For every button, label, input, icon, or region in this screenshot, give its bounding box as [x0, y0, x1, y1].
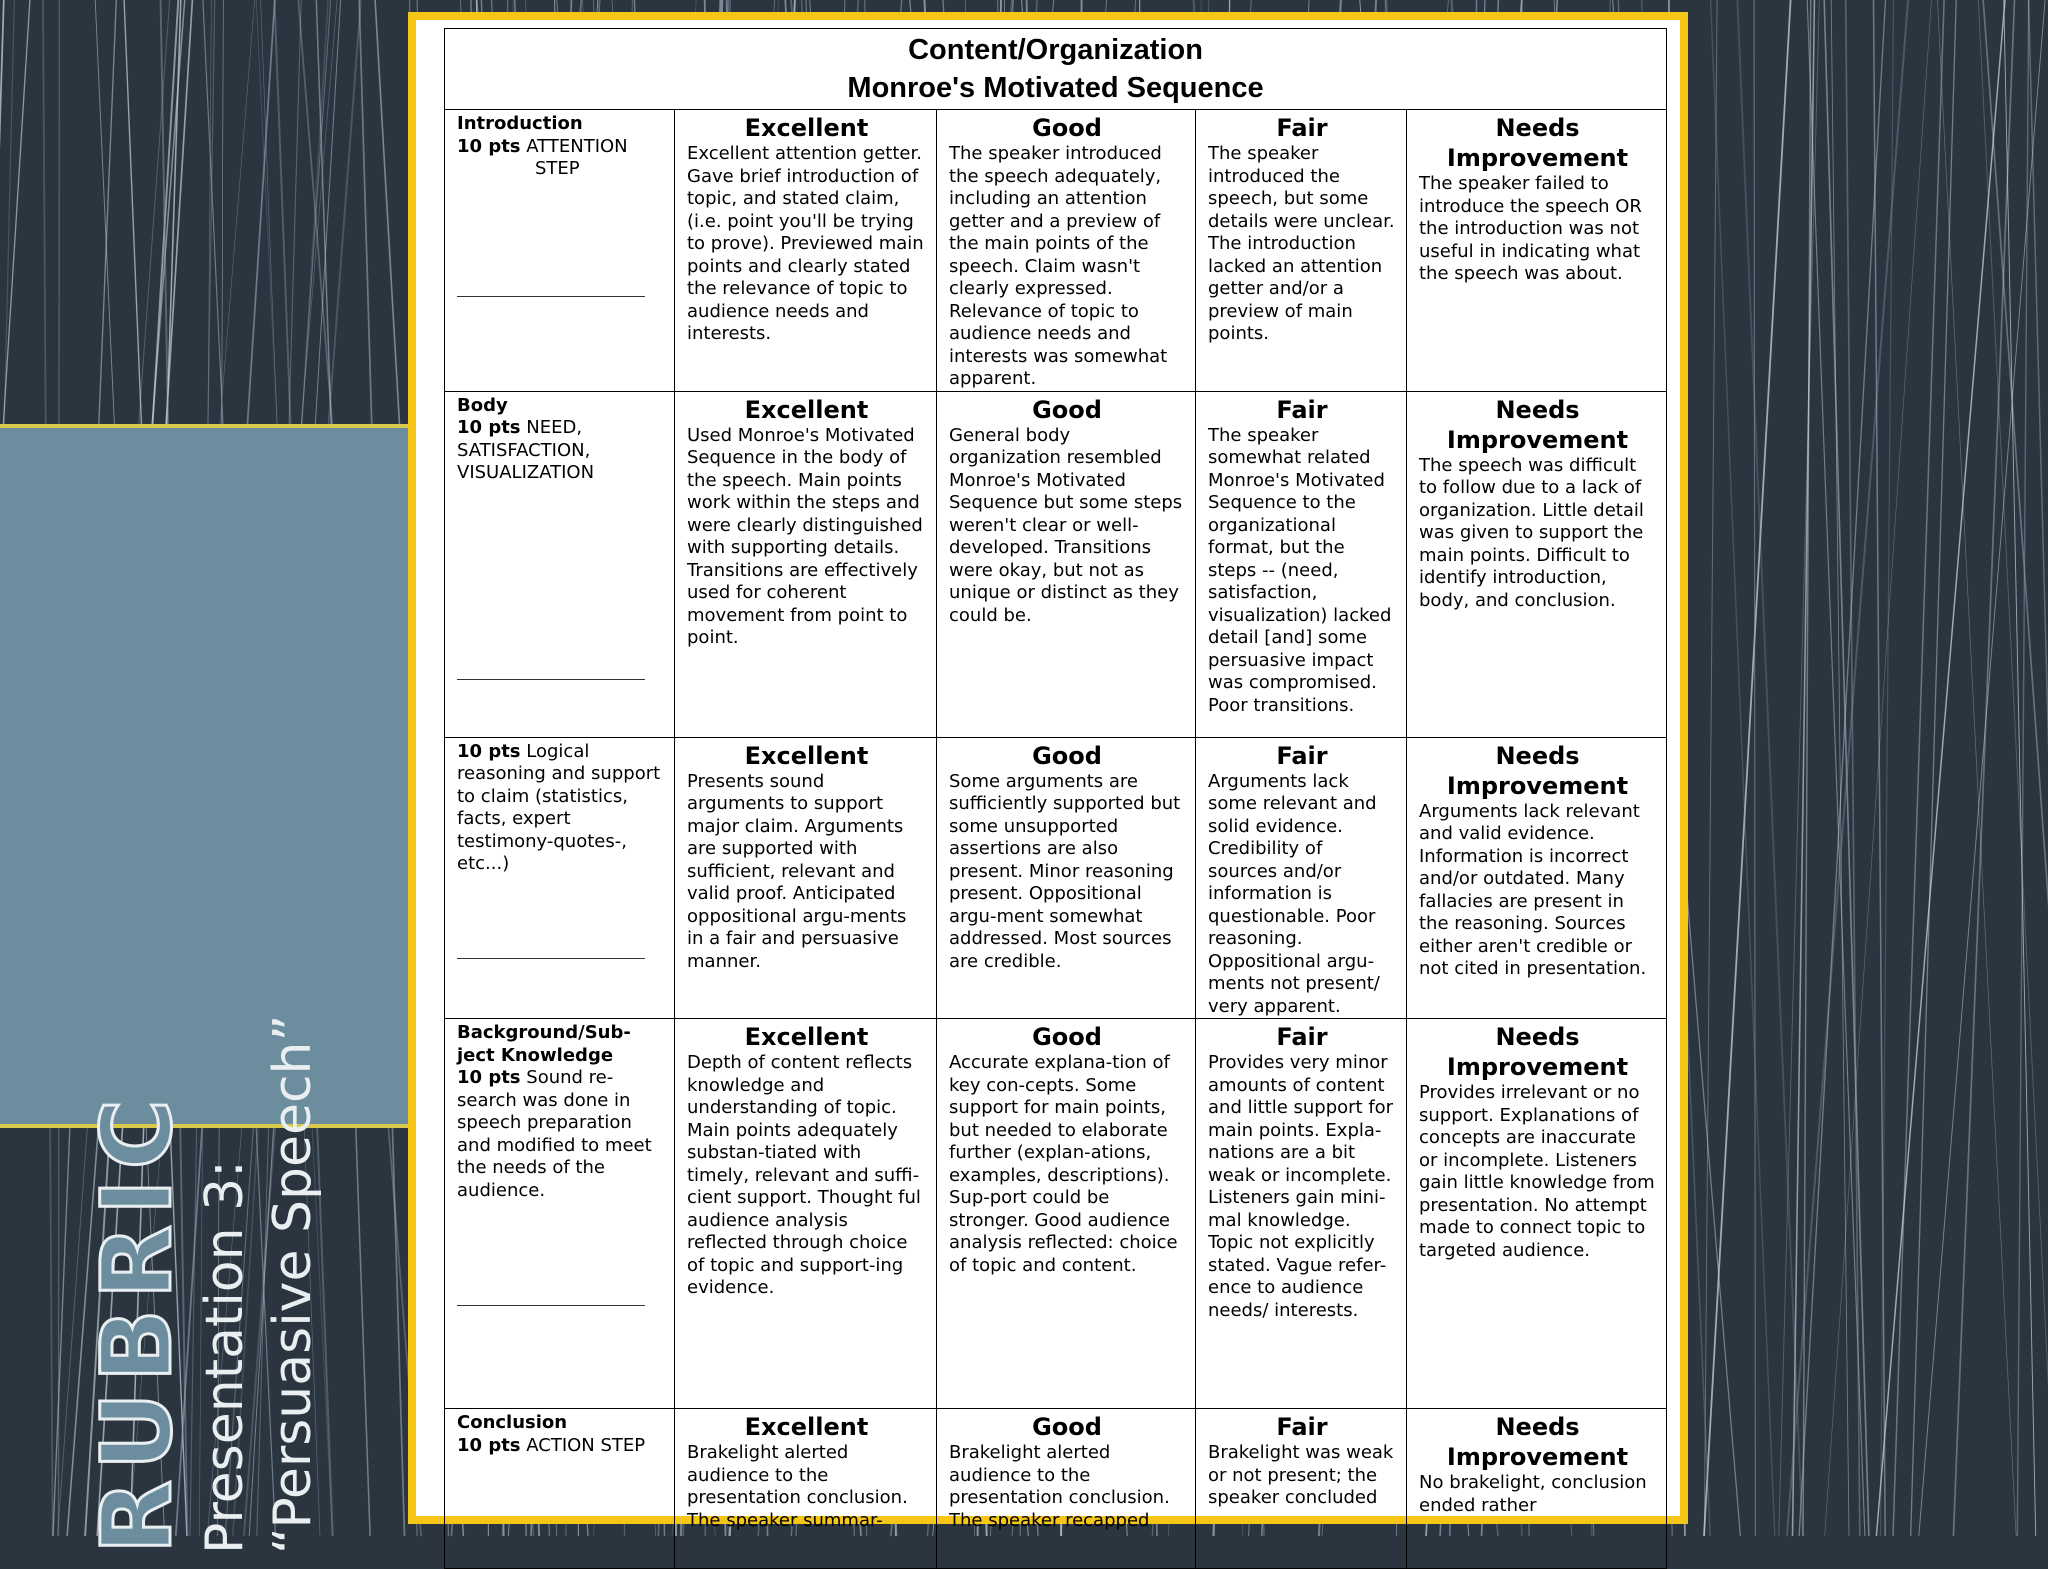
background-streak	[1711, 0, 1775, 1536]
background-streak	[2004, 0, 2036, 1536]
criterion-cell	[445, 1019, 675, 1409]
level-excellent: Excellent	[687, 113, 926, 143]
background-streak	[1937, 0, 2016, 1536]
score-line[interactable]	[457, 1305, 645, 1306]
good-cell	[937, 1409, 1196, 1569]
criterion-text: NEED, SATISFACTION, VISUALIZATION	[457, 417, 594, 483]
criterion-text-cont: STEP	[457, 158, 664, 181]
background-streak	[1983, 0, 2048, 1536]
score-line[interactable]	[457, 296, 645, 297]
level-fair: Fair	[1208, 1412, 1396, 1442]
descriptor-text: The speech was difficult to follow due to a lack of organization. Little detail was given to support the main points. Difficult to identify introduction, body, and conclusion.	[1419, 455, 1656, 613]
level-good: Good	[949, 1022, 1185, 1052]
descriptor-text: Depth of content reflects knowledge and understanding of topic. Main points adequately substan-tiated with timely, relevant and suffi-cient support. Thought ful audience analysis reflected through choice of topic and support-ing evidence.	[687, 1052, 926, 1300]
criterion-cell	[445, 391, 675, 737]
good-cell	[937, 1019, 1196, 1409]
descriptor-text: The speaker introduced the speech adequately, including an attention getter and a preview of the main points of the speech. Claim wasn't clearly expressed. Relevance of topic to audience needs and interests was somewhat apparent.	[949, 143, 1185, 391]
good-cell	[937, 391, 1196, 737]
rubric-title: RUBRIC	[87, 854, 188, 1554]
criterion-title: Background/Sub-ject Knowledge	[457, 1022, 631, 1066]
level-fair: Fair	[1208, 1022, 1396, 1052]
descriptor-text: Presents sound arguments to support major claim. Arguments are supported with sufficient, relevant and valid proof. Anticipated oppositional argu-ments in a fair and persuasive manner.	[687, 771, 926, 974]
criterion-title: Introduction	[457, 113, 583, 134]
background-streak	[1893, 0, 1944, 1536]
needs-improvement-cell	[1407, 391, 1667, 737]
level-good: Good	[949, 741, 1185, 771]
criterion-cell	[445, 110, 675, 392]
criterion-points: 10 pts	[457, 136, 521, 157]
descriptor-text: The speaker somewhat related Monroe's Motivated Sequence to the organizational format, but the steps -- (need, satisfaction, visualization) lacked detail [and] some persuasive impact was compromised. Poor transitions.	[1208, 425, 1396, 718]
header-row	[445, 29, 1667, 110]
criterion-points: 10 pts	[457, 1435, 521, 1456]
excellent-cell	[675, 737, 937, 1019]
fair-cell	[1196, 1019, 1407, 1409]
background-streak	[1953, 0, 2014, 1536]
criterion-text: ATTENTION	[526, 136, 627, 157]
header-subtitle: Monroe's Motivated Sequence	[445, 69, 1666, 107]
level-excellent: Excellent	[687, 395, 926, 425]
background-streak	[1874, 0, 1886, 1536]
rubric-sheet	[416, 20, 1680, 1516]
background-streak	[1881, 0, 1894, 1536]
descriptor-text: Brakelight alerted audience to the presentation conclusion. The speaker summar-	[687, 1442, 926, 1532]
header-title: Content/Organization	[445, 31, 1666, 69]
descriptor-text: Excellent attention getter. Gave brief introduction of topic, and stated claim, (i.e. point you'll be trying to prove). Previewed main points and clearly stated the relevance of topic to audience needs and interests.	[687, 143, 926, 346]
table-row	[445, 737, 1667, 1019]
criterion-points: 10 pts	[457, 1067, 521, 1088]
criterion-title: Conclusion	[457, 1412, 567, 1433]
level-fair: Fair	[1208, 741, 1396, 771]
excellent-cell	[675, 391, 937, 737]
background-streak	[1704, 0, 1717, 1536]
excellent-cell	[675, 110, 937, 392]
level-good: Good	[949, 395, 1185, 425]
excellent-cell	[675, 1409, 937, 1569]
criterion-text: Logical reasoning and support to claim (statistics, facts, expert testimony-quotes-, etc...)	[457, 741, 660, 875]
presentation-subtitle: Presentation 3:	[196, 854, 256, 1554]
criterion-text: Sound re-search was done in speech preparation and modified to meet the needs of the audience.	[457, 1067, 652, 1201]
good-cell	[937, 110, 1196, 392]
fair-cell	[1196, 737, 1407, 1019]
descriptor-text: Arguments lack some relevant and solid evidence. Credibility of sources and/or information is questionable. Poor reasoning. Oppositional argu-ments not present/ very apparent.	[1208, 771, 1396, 1019]
level-excellent: Excellent	[687, 1412, 926, 1442]
background-streak	[1876, 0, 2005, 1536]
background-streak	[1978, 0, 2048, 1536]
level-excellent: Excellent	[687, 741, 926, 771]
needs-improvement-cell	[1407, 1019, 1667, 1409]
criterion-title: Body	[457, 395, 508, 416]
level-good: Good	[949, 1412, 1185, 1442]
level-needs-improvement: Needs Improvement	[1419, 113, 1656, 173]
background-streak	[1825, 0, 1932, 1536]
fair-cell	[1196, 110, 1407, 392]
descriptor-text: Brakelight was weak or not present; the speaker concluded	[1208, 1442, 1396, 1510]
header-cell	[445, 29, 1667, 110]
background-streak	[1919, 0, 2045, 1536]
descriptor-text: Provides very minor amounts of content and little support for main points. Expla-nations are a bit weak or incomplete. Listeners gain mini-mal knowledge. Topic not explicitly stated. Vague refer-ence to audience needs/ interests.	[1208, 1052, 1396, 1322]
level-needs-improvement: Needs Improvement	[1419, 741, 1656, 801]
level-needs-improvement: Needs Improvement	[1419, 1022, 1656, 1082]
descriptor-text: General body organization resembled Monroe's Motivated Sequence but some steps weren't clear or well-developed. Transitions were okay, but not as unique or distinct as they could be.	[949, 425, 1185, 628]
criterion-cell	[445, 737, 675, 1019]
descriptor-text: Provides irrelevant or no support. Explanations of concepts are inaccurate or incomplete. Listeners gain little knowledge from presentation. No attempt made to connect topic to targeted audience.	[1419, 1082, 1656, 1262]
descriptor-text: The speaker introduced the speech, but some details were unclear. The introduction lacked an attention getter and/or a preview of main points.	[1208, 143, 1396, 346]
title-band	[0, 424, 410, 1128]
fair-cell	[1196, 1409, 1407, 1569]
background-streak	[1754, 0, 1755, 1536]
criterion-points: 10 pts	[457, 417, 521, 438]
excellent-cell	[675, 1019, 937, 1409]
descriptor-text: Brakelight alerted audience to the presentation conclusion. The speaker recapped	[949, 1442, 1185, 1532]
table-row	[445, 1409, 1667, 1569]
criterion-cell	[445, 1409, 675, 1569]
level-needs-improvement: Needs Improvement	[1419, 395, 1656, 455]
rotated-title	[87, 854, 323, 1554]
descriptor-text: The speaker failed to introduce the speech OR the introduction was not useful in indicating what the speech was about.	[1419, 173, 1656, 286]
level-good: Good	[949, 113, 1185, 143]
needs-improvement-cell	[1407, 737, 1667, 1019]
background-streak	[1807, 0, 1865, 1536]
needs-improvement-cell	[1407, 1409, 1667, 1569]
needs-improvement-cell	[1407, 110, 1667, 392]
descriptor-text: Accurate explana-tion of key con-cepts. Some support for main points, but needed to elaborate further (explan-ations, examples, descriptions). Sup-port could be stronger. Good audience analysis reflected: choice of topic and content.	[949, 1052, 1185, 1277]
criterion-points: 10 pts	[457, 741, 521, 762]
descriptor-text: No brakelight, conclusion ended rather	[1419, 1472, 1656, 1517]
score-line[interactable]	[457, 679, 645, 680]
background-streak	[1779, 0, 1820, 1536]
background-streak	[1799, 0, 1885, 1536]
criterion-text: ACTION STEP	[526, 1435, 645, 1456]
level-fair: Fair	[1208, 395, 1396, 425]
background-streak	[2017, 0, 2028, 1536]
table-row	[445, 110, 1667, 392]
descriptor-text: Some arguments are sufficiently supported but some unsupported assertions are also present. Minor reasoning present. Oppositional argu-ment somewhat addressed. Most sources are credible.	[949, 771, 1185, 974]
level-needs-improvement: Needs Improvement	[1419, 1412, 1656, 1472]
descriptor-text: Used Monroe's Motivated Sequence in the body of the speech. Main points work within the steps and were clearly distinguished with supporting details. Transitions are effectively used for coherent movement from point to point.	[687, 425, 926, 650]
descriptor-text: Arguments lack relevant and valid evidence. Information is incorrect and/or outdated. Many fallacies are present in the reasoning. Sources either aren't credible or not cited in presentation.	[1419, 801, 1656, 981]
rubric-table	[444, 28, 1667, 1569]
table-row	[445, 1019, 1667, 1409]
table-row	[445, 391, 1667, 737]
level-fair: Fair	[1208, 113, 1396, 143]
yellow-frame	[408, 12, 1688, 1524]
background-streak	[1793, 0, 1815, 1536]
speech-subtitle: “Persuasive Speech”	[263, 854, 323, 1554]
level-excellent: Excellent	[687, 1022, 926, 1052]
fair-cell	[1196, 391, 1407, 737]
good-cell	[937, 737, 1196, 1019]
score-line[interactable]	[457, 958, 645, 959]
